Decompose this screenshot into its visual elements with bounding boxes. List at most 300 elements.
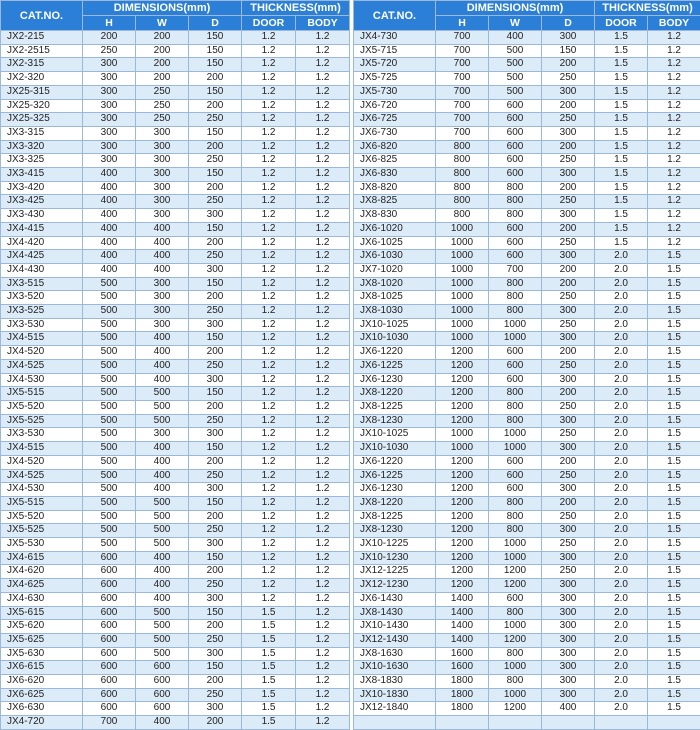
cell-door: 2.0 bbox=[595, 496, 648, 510]
cell-h: 700 bbox=[436, 99, 489, 113]
cell-cat-no bbox=[354, 716, 436, 730]
cell-body: 1.5 bbox=[648, 675, 700, 689]
cell-door: 2.0 bbox=[595, 291, 648, 305]
cell-w: 250 bbox=[136, 99, 189, 113]
cell-d: 400 bbox=[542, 702, 595, 716]
cell-h: 500 bbox=[83, 496, 136, 510]
cell-body: 1.5 bbox=[648, 469, 700, 483]
table-row bbox=[354, 469, 700, 483]
cell-body: 1.2 bbox=[296, 387, 350, 401]
cell-h: 1800 bbox=[436, 702, 489, 716]
cell-w: 300 bbox=[136, 277, 189, 291]
cell-door: 2.0 bbox=[595, 702, 648, 716]
cell-d: 150 bbox=[189, 332, 242, 346]
cell-d: 300 bbox=[542, 620, 595, 634]
cell-h: 700 bbox=[436, 72, 489, 86]
cell-h: 1000 bbox=[436, 222, 489, 236]
cell-d: 250 bbox=[542, 291, 595, 305]
cell-door: 1.5 bbox=[242, 606, 296, 620]
cell-h: 600 bbox=[83, 647, 136, 661]
cell-d: 250 bbox=[189, 113, 242, 127]
table-row bbox=[1, 126, 350, 140]
table-row bbox=[354, 496, 700, 510]
cell-body: 1.2 bbox=[296, 195, 350, 209]
cell-w: 800 bbox=[489, 400, 542, 414]
cell-body: 1.2 bbox=[296, 181, 350, 195]
cell-d: 300 bbox=[542, 442, 595, 456]
cell-h: 700 bbox=[436, 126, 489, 140]
header-door: DOOR bbox=[595, 16, 648, 31]
cell-cat-no: JX10-1025 bbox=[354, 318, 436, 332]
cell-h: 600 bbox=[83, 592, 136, 606]
table-body-left bbox=[1, 31, 350, 730]
cell-w: 800 bbox=[489, 510, 542, 524]
cell-door: 1.5 bbox=[595, 168, 648, 182]
cell-cat-no: JX5-515 bbox=[1, 387, 83, 401]
cell-w: 400 bbox=[489, 31, 542, 45]
cell-body: 1.5 bbox=[648, 633, 700, 647]
cell-cat-no: JX6-1225 bbox=[354, 359, 436, 373]
cell-d: 200 bbox=[542, 99, 595, 113]
table-row bbox=[1, 250, 350, 264]
cell-door: 1.2 bbox=[242, 524, 296, 538]
cell-w: 500 bbox=[136, 606, 189, 620]
cell-h: 1200 bbox=[436, 524, 489, 538]
table-row bbox=[1, 181, 350, 195]
table-row bbox=[1, 263, 350, 277]
cell-door: 1.2 bbox=[242, 373, 296, 387]
table-row bbox=[1, 113, 350, 127]
cell-w: 400 bbox=[136, 483, 189, 497]
cell-h: 1000 bbox=[436, 277, 489, 291]
cell-h: 700 bbox=[436, 58, 489, 72]
cell-h: 500 bbox=[83, 318, 136, 332]
table-row bbox=[1, 277, 350, 291]
cell-d: 200 bbox=[542, 496, 595, 510]
cell-cat-no: JX8-830 bbox=[354, 209, 436, 223]
cell-h: 250 bbox=[83, 44, 136, 58]
cell-cat-no: JX3-320 bbox=[1, 140, 83, 154]
table-row bbox=[354, 442, 700, 456]
cell-d: 300 bbox=[542, 592, 595, 606]
cell-w: 400 bbox=[136, 222, 189, 236]
cell-h: 400 bbox=[83, 181, 136, 195]
table-row bbox=[354, 483, 700, 497]
cell-d: 200 bbox=[542, 346, 595, 360]
cell-body: 1.2 bbox=[296, 688, 350, 702]
cell-h: 1000 bbox=[436, 250, 489, 264]
cell-door: 1.5 bbox=[242, 688, 296, 702]
cell-d: 250 bbox=[542, 565, 595, 579]
cell-w: 400 bbox=[136, 359, 189, 373]
cell-cat-no: JX8-825 bbox=[354, 195, 436, 209]
cell-body: 1.2 bbox=[296, 647, 350, 661]
cell-w: 500 bbox=[136, 647, 189, 661]
cell-w: 1000 bbox=[489, 442, 542, 456]
cell-body: 1.2 bbox=[296, 99, 350, 113]
cell-w: 400 bbox=[136, 455, 189, 469]
cell-body: 1.5 bbox=[648, 442, 700, 456]
cell-body: 1.2 bbox=[296, 661, 350, 675]
cell-body: 1.5 bbox=[648, 606, 700, 620]
cell-body bbox=[648, 716, 700, 730]
table-row bbox=[1, 154, 350, 168]
cell-w: 600 bbox=[489, 126, 542, 140]
table-row bbox=[1, 99, 350, 113]
cell-cat-no: JX5-715 bbox=[354, 44, 436, 58]
cell-door: 1.5 bbox=[242, 675, 296, 689]
cell-body: 1.2 bbox=[296, 373, 350, 387]
cell-cat-no: JX25-320 bbox=[1, 99, 83, 113]
cell-body: 1.5 bbox=[648, 483, 700, 497]
cell-door: 1.2 bbox=[242, 31, 296, 45]
table-row bbox=[354, 181, 700, 195]
table-row bbox=[1, 387, 350, 401]
cell-door: 1.2 bbox=[242, 140, 296, 154]
table-row bbox=[1, 359, 350, 373]
cell-h: 400 bbox=[83, 222, 136, 236]
cell-d: 250 bbox=[542, 510, 595, 524]
cell-d: 250 bbox=[189, 359, 242, 373]
cell-body: 1.2 bbox=[648, 140, 700, 154]
cell-door: 2.0 bbox=[595, 592, 648, 606]
cell-w: 1000 bbox=[489, 332, 542, 346]
cell-body: 1.2 bbox=[296, 154, 350, 168]
cell-door: 1.2 bbox=[242, 551, 296, 565]
cell-door: 1.2 bbox=[242, 263, 296, 277]
cell-body: 1.2 bbox=[296, 305, 350, 319]
cell-w: 600 bbox=[489, 469, 542, 483]
cell-door: 2.0 bbox=[595, 442, 648, 456]
cell-body: 1.2 bbox=[648, 181, 700, 195]
header-d: D bbox=[542, 16, 595, 31]
table-row bbox=[1, 469, 350, 483]
cell-cat-no: JX8-1225 bbox=[354, 400, 436, 414]
table-row bbox=[354, 140, 700, 154]
table-row bbox=[1, 373, 350, 387]
cell-h: 400 bbox=[83, 263, 136, 277]
cell-h: 1200 bbox=[436, 373, 489, 387]
cell-cat-no: JX6-825 bbox=[354, 154, 436, 168]
cell-cat-no: JX6-1220 bbox=[354, 346, 436, 360]
cell-cat-no: JX6-820 bbox=[354, 140, 436, 154]
cell-d: 300 bbox=[189, 538, 242, 552]
cell-cat-no: JX8-1020 bbox=[354, 277, 436, 291]
cell-w: 1000 bbox=[489, 538, 542, 552]
cell-door: 1.5 bbox=[242, 633, 296, 647]
cell-cat-no: JX2-320 bbox=[1, 72, 83, 86]
cell-h: 700 bbox=[436, 85, 489, 99]
cell-body: 1.5 bbox=[648, 620, 700, 634]
cell-d: 250 bbox=[542, 154, 595, 168]
cell-body: 1.2 bbox=[296, 442, 350, 456]
cell-cat-no: JX4-615 bbox=[1, 551, 83, 565]
cell-cat-no: JX6-630 bbox=[1, 702, 83, 716]
cell-door: 1.5 bbox=[595, 113, 648, 127]
cell-body: 1.2 bbox=[296, 250, 350, 264]
cell-d: 200 bbox=[542, 387, 595, 401]
table-row bbox=[1, 414, 350, 428]
cell-d: 250 bbox=[189, 579, 242, 593]
cell-cat-no: JX6-720 bbox=[354, 99, 436, 113]
cell-body: 1.5 bbox=[648, 496, 700, 510]
cell-w: 500 bbox=[136, 496, 189, 510]
cell-w: 600 bbox=[489, 154, 542, 168]
cell-cat-no: JX6-730 bbox=[354, 126, 436, 140]
cell-door: 2.0 bbox=[595, 428, 648, 442]
cell-body: 1.5 bbox=[648, 592, 700, 606]
cell-h: 500 bbox=[83, 469, 136, 483]
header-w: W bbox=[136, 16, 189, 31]
cell-d: 250 bbox=[189, 154, 242, 168]
cell-door: 1.5 bbox=[242, 647, 296, 661]
cell-w: 600 bbox=[489, 346, 542, 360]
cell-door: 1.2 bbox=[242, 181, 296, 195]
cell-cat-no: JX6-1230 bbox=[354, 483, 436, 497]
table-row bbox=[354, 647, 700, 661]
cell-door: 1.2 bbox=[242, 483, 296, 497]
cell-door: 1.5 bbox=[595, 140, 648, 154]
cell-door: 1.2 bbox=[242, 99, 296, 113]
cell-body: 1.2 bbox=[296, 551, 350, 565]
cell-door: 1.2 bbox=[242, 113, 296, 127]
cell-body: 1.2 bbox=[296, 291, 350, 305]
cell-door: 1.2 bbox=[242, 126, 296, 140]
cell-cat-no: JX2-215 bbox=[1, 31, 83, 45]
cell-cat-no: JX10-1430 bbox=[354, 620, 436, 634]
cell-w: 400 bbox=[136, 592, 189, 606]
cell-door: 1.2 bbox=[242, 400, 296, 414]
cell-d: 250 bbox=[189, 195, 242, 209]
cell-door: 1.5 bbox=[595, 236, 648, 250]
cell-door: 2.0 bbox=[595, 400, 648, 414]
cell-cat-no: JX4-420 bbox=[1, 236, 83, 250]
cell-door: 1.2 bbox=[242, 236, 296, 250]
cell-d: 200 bbox=[542, 222, 595, 236]
cell-door: 2.0 bbox=[595, 387, 648, 401]
cell-cat-no: JX12-1225 bbox=[354, 565, 436, 579]
cell-d: 200 bbox=[189, 675, 242, 689]
header-cat-no: CAT.NO. bbox=[354, 1, 436, 31]
cell-h: 300 bbox=[83, 113, 136, 127]
cell-body: 1.2 bbox=[296, 510, 350, 524]
cell-h: 1200 bbox=[436, 400, 489, 414]
cell-w: 1000 bbox=[489, 620, 542, 634]
cell-door: 2.0 bbox=[595, 579, 648, 593]
cell-body: 1.2 bbox=[296, 565, 350, 579]
cell-body: 1.2 bbox=[296, 538, 350, 552]
cell-body: 1.2 bbox=[648, 44, 700, 58]
cell-h: 300 bbox=[83, 58, 136, 72]
header-d: D bbox=[189, 16, 242, 31]
cell-door: 2.0 bbox=[595, 647, 648, 661]
cell-d: 300 bbox=[542, 606, 595, 620]
table-row bbox=[354, 524, 700, 538]
table-row bbox=[354, 538, 700, 552]
cell-h: 1400 bbox=[436, 606, 489, 620]
cell-body: 1.5 bbox=[648, 661, 700, 675]
cell-w: 800 bbox=[489, 305, 542, 319]
table-row bbox=[1, 510, 350, 524]
cell-w: 500 bbox=[136, 538, 189, 552]
cell-d: 250 bbox=[542, 318, 595, 332]
cell-h: 400 bbox=[83, 195, 136, 209]
cell-w: 400 bbox=[136, 250, 189, 264]
cell-w: 250 bbox=[136, 113, 189, 127]
table-row bbox=[1, 195, 350, 209]
cell-d: 300 bbox=[542, 414, 595, 428]
cell-door: 1.5 bbox=[595, 44, 648, 58]
cell-body: 1.2 bbox=[296, 455, 350, 469]
table-row bbox=[1, 716, 350, 730]
cell-w: 400 bbox=[136, 579, 189, 593]
cell-door: 1.5 bbox=[242, 716, 296, 730]
cell-door: 1.2 bbox=[242, 44, 296, 58]
cell-body: 1.2 bbox=[648, 154, 700, 168]
cell-cat-no: JX10-1830 bbox=[354, 688, 436, 702]
cell-door: 2.0 bbox=[595, 538, 648, 552]
cell-d: 150 bbox=[189, 85, 242, 99]
table-row bbox=[1, 222, 350, 236]
cell-w: 300 bbox=[136, 168, 189, 182]
cell-h: 1400 bbox=[436, 633, 489, 647]
cell-door: 1.2 bbox=[242, 387, 296, 401]
cell-body: 1.5 bbox=[648, 510, 700, 524]
cell-w: 400 bbox=[136, 442, 189, 456]
cell-d: 300 bbox=[542, 31, 595, 45]
table-row bbox=[1, 647, 350, 661]
cell-w: 300 bbox=[136, 428, 189, 442]
table-row bbox=[354, 305, 700, 319]
cell-body: 1.2 bbox=[296, 236, 350, 250]
cell-cat-no: JX5-630 bbox=[1, 647, 83, 661]
cell-door: 2.0 bbox=[595, 633, 648, 647]
cell-h: 800 bbox=[436, 181, 489, 195]
cell-h: 600 bbox=[83, 702, 136, 716]
cell-d: 150 bbox=[189, 661, 242, 675]
cell-w: 400 bbox=[136, 469, 189, 483]
cell-body: 1.2 bbox=[296, 318, 350, 332]
table-row bbox=[354, 620, 700, 634]
cell-door: 1.2 bbox=[242, 414, 296, 428]
cell-h: 500 bbox=[83, 359, 136, 373]
table-row bbox=[354, 510, 700, 524]
table-row bbox=[1, 236, 350, 250]
table-row bbox=[354, 168, 700, 182]
cell-h: 500 bbox=[83, 455, 136, 469]
table-row bbox=[354, 222, 700, 236]
cell-w: 600 bbox=[489, 99, 542, 113]
cell-w: 800 bbox=[489, 209, 542, 223]
cell-w: 1000 bbox=[489, 428, 542, 442]
cell-body: 1.2 bbox=[296, 346, 350, 360]
cell-door: 2.0 bbox=[595, 510, 648, 524]
cell-body: 1.2 bbox=[296, 716, 350, 730]
cell-door: 2.0 bbox=[595, 414, 648, 428]
table-row bbox=[1, 346, 350, 360]
cell-door: 2.0 bbox=[595, 318, 648, 332]
cell-d: 250 bbox=[189, 305, 242, 319]
table-row bbox=[1, 291, 350, 305]
cell-cat-no: JX4-430 bbox=[1, 263, 83, 277]
cell-door: 1.2 bbox=[242, 195, 296, 209]
cell-door: 2.0 bbox=[595, 263, 648, 277]
cell-w: 1200 bbox=[489, 702, 542, 716]
cell-d: 300 bbox=[542, 675, 595, 689]
cell-h: 400 bbox=[83, 209, 136, 223]
table-row bbox=[1, 44, 350, 58]
cell-cat-no: JX3-530 bbox=[1, 318, 83, 332]
header-body: BODY bbox=[648, 16, 700, 31]
cell-h: 600 bbox=[83, 661, 136, 675]
cell-cat-no: JX5-520 bbox=[1, 400, 83, 414]
cell-body: 1.5 bbox=[648, 647, 700, 661]
cell-w: 1000 bbox=[489, 688, 542, 702]
cell-h: 600 bbox=[83, 606, 136, 620]
cell-h: 700 bbox=[83, 716, 136, 730]
table-row bbox=[1, 442, 350, 456]
cell-h: 1000 bbox=[436, 305, 489, 319]
cell-d: 300 bbox=[542, 373, 595, 387]
cell-w: 300 bbox=[136, 209, 189, 223]
cell-w: 600 bbox=[136, 675, 189, 689]
cell-d: 250 bbox=[189, 633, 242, 647]
cell-cat-no: JX6-1225 bbox=[354, 469, 436, 483]
cell-h: 500 bbox=[83, 524, 136, 538]
cell-d bbox=[542, 716, 595, 730]
cell-h: 1000 bbox=[436, 291, 489, 305]
header-dimensions: DIMENSIONS(mm) bbox=[83, 1, 242, 16]
cell-w: 300 bbox=[136, 291, 189, 305]
table-row bbox=[1, 400, 350, 414]
cell-w: 800 bbox=[489, 291, 542, 305]
cell-body: 1.2 bbox=[296, 414, 350, 428]
cell-d: 250 bbox=[189, 414, 242, 428]
cell-h: 300 bbox=[83, 99, 136, 113]
cell-door: 1.2 bbox=[242, 496, 296, 510]
cell-h: 600 bbox=[83, 620, 136, 634]
cell-cat-no: JX4-525 bbox=[1, 359, 83, 373]
cell-cat-no: JX2-315 bbox=[1, 58, 83, 72]
cell-cat-no: JX8-1230 bbox=[354, 524, 436, 538]
cell-body: 1.2 bbox=[296, 579, 350, 593]
cell-w: 600 bbox=[136, 702, 189, 716]
cell-cat-no: JX25-325 bbox=[1, 113, 83, 127]
cell-w bbox=[489, 716, 542, 730]
cell-w: 600 bbox=[489, 359, 542, 373]
cell-h: 1600 bbox=[436, 647, 489, 661]
cell-door: 2.0 bbox=[595, 675, 648, 689]
table-row bbox=[354, 359, 700, 373]
cell-w: 800 bbox=[489, 414, 542, 428]
cell-w: 1000 bbox=[489, 661, 542, 675]
cell-d: 250 bbox=[189, 688, 242, 702]
table-row bbox=[1, 688, 350, 702]
cell-h: 1200 bbox=[436, 538, 489, 552]
cell-body: 1.2 bbox=[648, 195, 700, 209]
cell-w: 600 bbox=[489, 113, 542, 127]
cell-cat-no: JX4-415 bbox=[1, 222, 83, 236]
table-row bbox=[1, 606, 350, 620]
cell-cat-no: JX4-530 bbox=[1, 483, 83, 497]
cell-body: 1.2 bbox=[296, 209, 350, 223]
cell-door: 1.2 bbox=[242, 469, 296, 483]
cell-d: 250 bbox=[542, 400, 595, 414]
cell-body: 1.2 bbox=[648, 31, 700, 45]
cell-w: 250 bbox=[136, 85, 189, 99]
cell-d: 200 bbox=[189, 99, 242, 113]
cell-body: 1.2 bbox=[296, 332, 350, 346]
